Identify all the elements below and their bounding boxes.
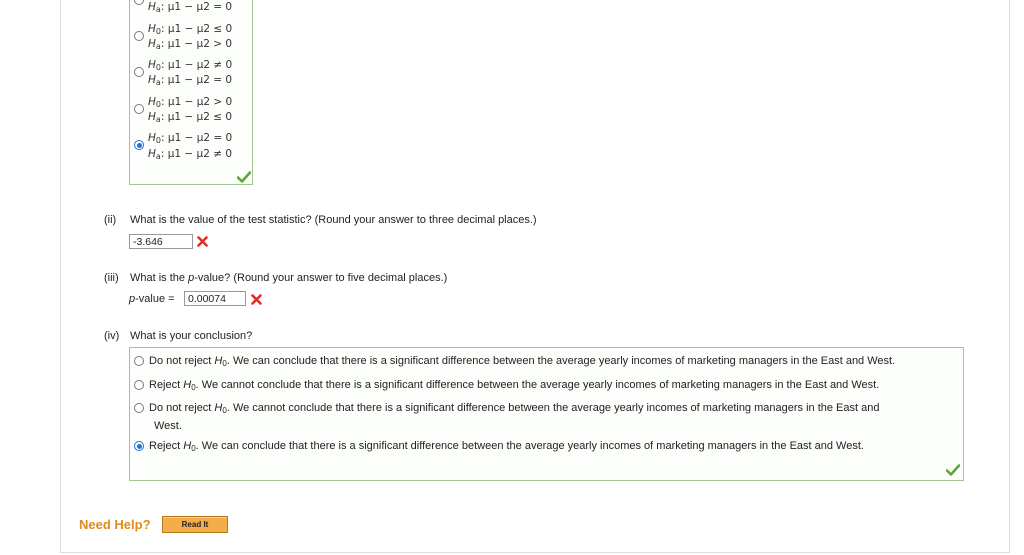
- hypothesis-4-ha: $H_a$: μ1 − μ2 ≤ 0: [148, 111, 233, 124]
- correct-check-icon: [946, 464, 960, 476]
- conclusion-option-4: Reject $H_0$. We can conclude that there is a significant difference between the average yearly incomes of marketing managers in the East and West.: [149, 440, 864, 453]
- incorrect-x-icon: [197, 236, 208, 247]
- hypothesis-2-h0: $H_0$: μ1 − μ2 ≤ 0: [148, 23, 233, 36]
- hypothesis-radio-3[interactable]: [134, 67, 144, 77]
- question-iii-text: What is the p-value? (Round your answer to five decimal places.): [130, 272, 448, 284]
- conclusion-option-2: Reject $H_0$. We cannot conclude that there is a significant difference between the average yearly incomes of marketing managers in the East and West.: [149, 379, 880, 392]
- question-ii-text: What is the value of the test statistic? (Round your answer to three decimal places.): [130, 214, 537, 226]
- p-value-label: p-value =: [129, 293, 175, 305]
- hypothesis-3-h0: $H_0$: μ1 − μ2 ≠ 0: [148, 59, 233, 72]
- need-help-label: Need Help?: [79, 517, 151, 532]
- question-ii-number: (ii): [104, 214, 117, 226]
- conclusion-radio-3[interactable]: [134, 403, 144, 413]
- conclusion-option-3: Do not reject $H_0$. We cannot conclude that there is a significant difference between the average yearly incomes of marketing managers in the East and: [149, 402, 880, 415]
- conclusion-radio-4[interactable]: [134, 441, 144, 451]
- conclusion-option-1: Do not reject $H_0$. We can conclude that there is a significant difference between the average yearly incomes of marketing managers in the East and West.: [149, 355, 896, 368]
- hypothesis-5-h0: $H_0$: μ1 − μ2 = 0: [148, 132, 233, 145]
- incorrect-x-icon: [251, 294, 262, 305]
- hypothesis-1-ha: $H_a$: μ1 − μ2 = 0: [148, 1, 233, 14]
- hypothesis-5-ha: $H_a$: μ1 − μ2 ≠ 0: [148, 148, 233, 161]
- hypothesis-2-ha: $H_a$: μ1 − μ2 > 0: [148, 38, 233, 51]
- hypothesis-4-h0: $H_0$: μ1 − μ2 > 0: [148, 96, 233, 109]
- p-value-input[interactable]: 0.00074: [184, 291, 246, 306]
- hypothesis-radio-5[interactable]: [134, 140, 144, 150]
- hypothesis-radio-2[interactable]: [134, 31, 144, 41]
- read-it-button[interactable]: Read It: [162, 516, 228, 533]
- conclusion-radio-2[interactable]: [134, 380, 144, 390]
- question-iv-text: What is your conclusion?: [130, 330, 253, 342]
- question-iv-number: (iv): [104, 330, 120, 342]
- conclusion-radio-1[interactable]: [134, 356, 144, 366]
- hypothesis-3-ha: $H_a$: μ1 − μ2 = 0: [148, 74, 233, 87]
- hypothesis-radio-4[interactable]: [134, 104, 144, 114]
- test-statistic-input[interactable]: -3.646: [129, 234, 193, 249]
- correct-check-icon: [237, 171, 251, 183]
- question-iii-number: (iii): [104, 272, 119, 284]
- conclusion-option-3-continuation: West.: [154, 420, 182, 432]
